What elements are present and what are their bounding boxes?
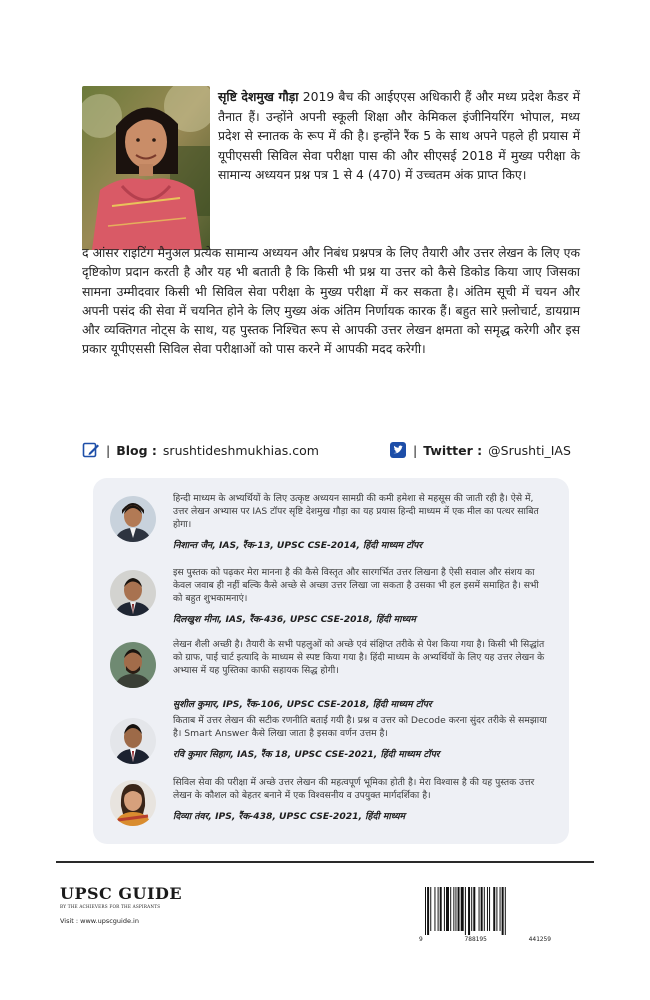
reviewer-name: सुशील कुमार, IPS, रैंक-106, UPSC CSE-2018, हिंदी माध्यम टॉपर [173,699,432,710]
twitter-separator: | [413,442,418,458]
barcode-bar [481,887,483,931]
isbn-barcode [419,885,551,947]
barcode-bar [489,887,490,931]
barcode-digit-group: 788195 [464,936,487,943]
barcode-bar [446,887,449,931]
testimonial-item [93,710,569,780]
reviewer-avatar [110,570,156,616]
publisher-tagline: BY THE ACHIEVERS FOR THE ASPIRANTS [60,904,161,909]
barcode-bar [434,887,435,931]
twitter-handle[interactable]: @Srushti_IAS [488,442,571,458]
publisher-block [60,884,182,925]
reviewer-avatar [110,496,156,542]
blog-link[interactable] [82,441,319,459]
reviewer-name: निशान्त जैन, IAS, रैंक-13, UPSC CSE-2014, हिंदी माध्यम टॉपर [173,540,423,551]
barcode-bar [505,887,506,935]
testimonial-text: लेखन शैली अच्छी है। तैयारी के सभी पहलुओं को अच्छे एवं संक्षिप्त तरीके से पेश किया गया है। किसी भी सिद्धांत को ग्राफ, पाई चार्ट इत्यादि के माध्यम से स्पष्ट किया गया है। हिंदी माध्यम के अभ्यर्थियों के लिए यह उत्तर लेखन के अभ्यास में यह पुस्तिका काफी सहायक सिद्ध होगी। [173,639,545,676]
testimonials-panel [93,478,569,844]
blog-separator: | [106,442,111,458]
publisher-logo: UPSC GUIDE [60,884,183,903]
barcode-bar [484,887,485,931]
barcode-bar [471,887,472,931]
publisher-website[interactable]: Visit : www.upscguide.in [60,917,139,925]
testimonial-text: सिविल सेवा की परीक्षा में अच्छे उत्तर लेखन की महत्वपूर्ण भूमिका होती है। मेरा विश्वास है की यह पुस्तक उत्तर लेखन के कौशल को बेहतर बनाने में एक विश्वसनीय व उपयुक्त मार्गदर्शिका है। [173,777,535,801]
divider-line [56,861,594,863]
reviewer-avatar [110,642,156,688]
barcode-bar [461,887,464,931]
barcode-bar [493,887,495,931]
reviewer-avatar [110,718,156,764]
author-name: सृष्टि देशमुख गौड़ा [218,89,299,104]
barcode-bar [438,887,439,931]
edit-icon [82,441,100,459]
blog-url[interactable]: srushtideshmukhias.com [162,442,319,458]
barcode-bar [468,887,470,935]
testimonial-text: हिन्दी माध्यम के अभ्यर्थियों के लिए उत्कृष्ट अध्ययन सामग्री की कमी हमेशा से महसूस की जाती रही है। ऐसे में, उत्तर लेखन अभ्यास पर IAS टॉपर सृष्टि देशमुख गौड़ा का यह प्रयास हिन्दी माध्यम में एक मील का पत्थर साबित होगा। [173,493,539,530]
barcode-number [419,936,551,943]
book-description: द आंसर राइटिंग मैनुअल प्रत्येक सामान्य अध्ययन और निबंध प्रश्नपत्र के लिए तैयारी और उत्तर लेखन के लिए एक दृष्टिकोण प्रदान करती है और यह भी बताती है कि किसी भी प्रश्न या उत्तर को कैसे डिकोड किया जाए जिसका सामना उम्मीदवार किसी भी सिविल सेवा परीक्षा के मुख्य परीक्षा में कर सकता है। अंतिम सूची में चयन और अपनी पसंद की सेवा में चयनित होने के लिए मुख्य अंक अंतिम निर्णायक कारक हैं। बहुत सारे फ़्लोचार्ट, डायग्राम और व्यक्तिगत नोट्स के साथ, यह पुस्तक निश्चित रूप से आपकी उत्तर लेखन क्षमता को समृद्ध करेगी और इस प्रकार यूपीएससी सिविल सेवा परीक्षाओं को पास करने में आपकी मदद करेगी। [82,245,580,357]
barcode-bar [444,887,445,931]
testimonial-item [93,562,569,632]
barcode-digit-group: 9 [419,936,423,943]
testimonial-item [93,772,569,842]
author-photo [82,86,210,250]
barcode-bar [440,887,442,931]
barcode-bar [427,887,429,935]
reviewer-name: रवि कुमार सिहाग, IAS, रैंक 18, UPSC CSE-2021, हिंदी माध्यम टॉपर [173,749,440,760]
barcode-bar [430,887,431,931]
twitter-label: Twitter : [423,442,483,458]
barcode-bar [453,887,454,931]
twitter-icon [389,441,407,459]
author-bio-intro [218,87,580,185]
reviewer-avatar [110,780,156,826]
testimonial-text: किताब में उत्तर लेखन की सटीक रणनीति बताई गयी है। प्रश्न व उत्तर को Decode करना सुंदर तरीके से समझाया है। Smart Answer कैसे लिखा जाता है इसका वर्णन उत्तम है। [173,715,547,739]
barcode-bar [455,887,456,931]
barcode-digit-group: 441259 [528,936,551,943]
author-bio-text: 2019 बैच की आईएएस अधिकारी हैं और मध्य प्रदेश कैडर में तैनात हैं। उन्होंने अपनी स्कूली शिक्षा और केमिकल इंजीनियरिंग भोपाल, मध्य प्रदेश से स्नातक के रूप में की है। इन्होंने रैंक 5 के साथ अपने पहले ही प्रयास में यूपीएससी सिविल सेवा परीक्षा पास की और सीएसई 2018 में मुख्य परीक्षा के सामान्य अध्ययन प्रश्न पत्र 1 से 4 (470) में उच्चतम अंक प्राप्त किए। [218,89,580,182]
barcode-bar [473,887,475,931]
testimonial-text: इस पुस्तक को पढ़कर मेरा मानना है की कैसे विस्तृत और सारगर्भित उत्तर लिखना है ऐसी सवाल और संशय का केवल जवाब ही नहीं बल्कि कैसे अच्छे से अच्छा उत्तर लिखा जा सकता है उसका भी हल इसमें समाहित है। सभी को बहुत शुभकामनाएं। [173,567,539,604]
reviewer-name: दिलखुश मीना, IAS, रैंक-436, UPSC CSE-2018, हिंदी माध्यम [173,614,416,625]
barcode-bar [479,887,480,931]
barcode-bar [502,887,504,935]
author-links [82,441,582,463]
reviewer-name: दिव्या तंवर, IPS, रैंक-438, UPSC CSE-2021, हिंदी माध्यम [173,811,406,822]
barcode-bar [487,887,488,931]
testimonial-item [93,634,569,710]
testimonial-item [93,488,569,558]
barcode-bar [500,887,501,931]
barcode-bar [450,887,451,931]
barcode-bar [465,887,466,935]
barcode-bar [458,887,460,931]
barcode-bars [419,885,551,935]
barcode-bar [496,887,497,931]
twitter-link[interactable] [389,441,571,459]
blog-label: Blog : [116,442,157,458]
barcode-bar [425,887,426,935]
